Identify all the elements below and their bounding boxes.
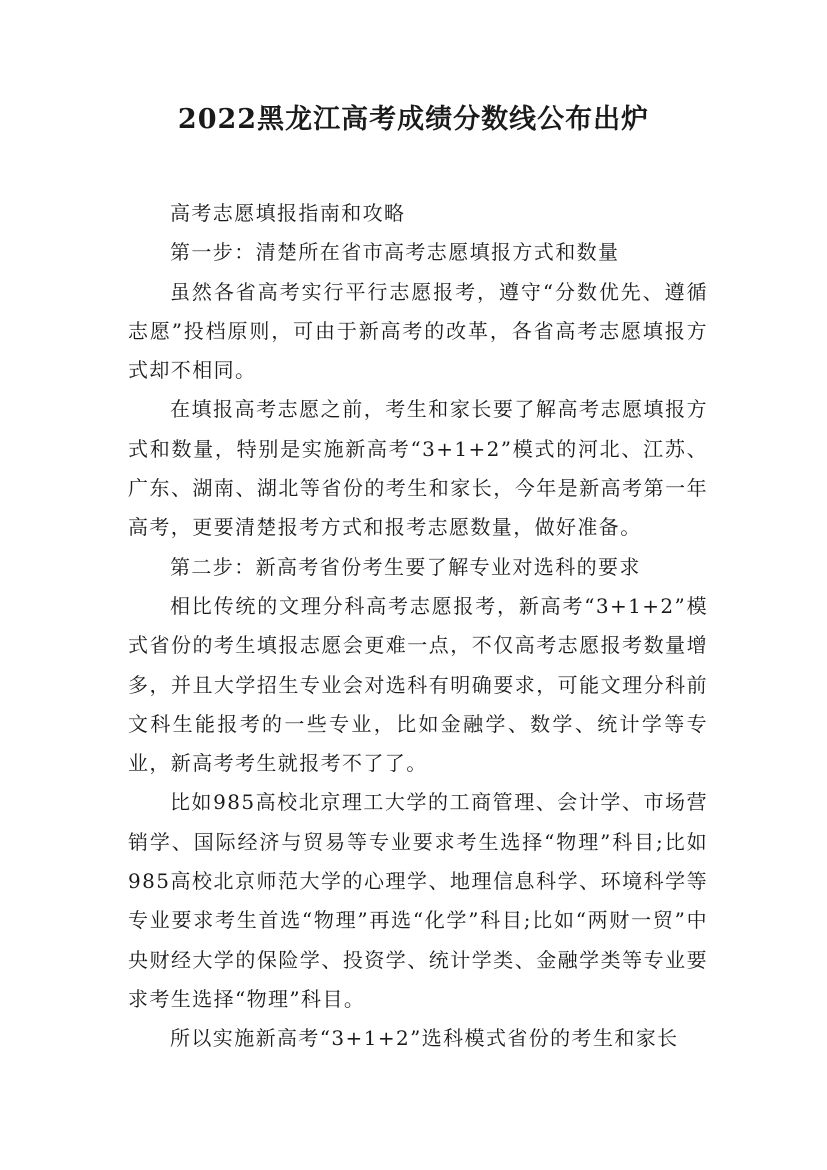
paragraph-subject-requirements: 相比传统的文理分科高考志愿报考，新高考“3+1+2”模式省份的考生填报志愿会更难一点，不仅高考志愿报考数量增多，并且大学招生专业会对选科有明确要求，可能文理分科前文科生能报考的一些专业，比如金融学、数学、统计学等专业，新高考考生就报考不了了。 (128, 593, 708, 776)
paragraph-parallel-admission: 虽然各省高考实行平行志愿报考，遵守“分数优先、遵循志愿”投档原则，可由于新高考的改革，各省高考志愿填报方式却不相同。 (128, 279, 708, 383)
document-title: 2022黑龙江高考成绩分数线公布出炉 (177, 104, 650, 135)
paragraph-guide-heading: 高考志愿填报指南和攻略 (170, 201, 406, 225)
paragraph-step-two-heading: 第二步：新高考省份考生要了解专业对选科的要求 (170, 554, 641, 579)
paragraph-before-filling: 在填报高考志愿之前，考生和家长要了解高考志愿填报方式和数量，特别是实施新高考“3+1+2”模式的河北、江苏、广东、湖南、湖北等省份的考生和家长，今年是新高考第一年高考，更要清楚报考方式和报考志愿数量，做好准备。 (128, 397, 708, 540)
paragraph-conclusion-start: 所以实施新高考“3+1+2”选科模式省份的考生和家长 (170, 1026, 679, 1051)
document-body (128, 194, 708, 1059)
paragraph-university-examples: 比如985高校北京理工大学的工商管理、会计学、市场营销学、国际经济与贸易等专业要求考生选择“物理”科目;比如985高校北京师范大学的心理学、地理信息科学、环境科学等专业要求考生首选“物理”再选“化学”科目;比如“两财一贸”中央财经大学的保险学、投资学、统计学类、金融学类等专业要求考生选择“物理”科目。 (128, 790, 708, 1011)
paragraph-step-one-heading: 第一步：清楚所在省市高考志愿填报方式和数量 (170, 240, 620, 265)
